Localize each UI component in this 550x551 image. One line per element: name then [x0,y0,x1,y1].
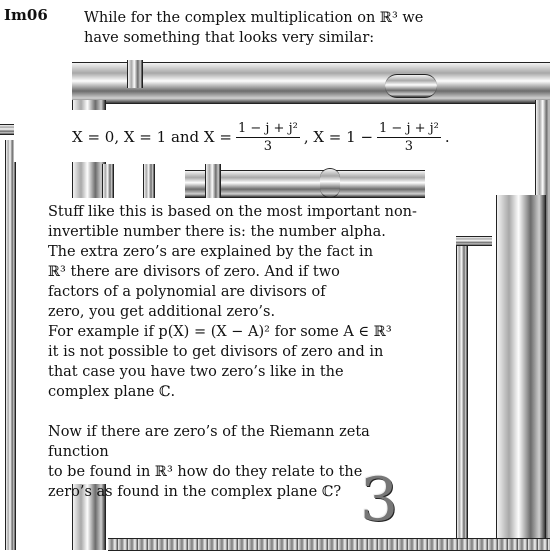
equation [72,116,450,158]
decor-chain-bottom [108,538,550,551]
body-line: Now if there are zero’s of the Riemann zeta function [48,424,370,460]
equation-part: , X = 1 − [303,128,374,146]
decor-oval-small [320,168,340,198]
slide-label: Im06 [4,6,48,24]
body-line: invertible number there is: the number alpha. [48,224,386,240]
fraction-denominator: 3 [263,138,273,154]
fraction-denominator: 3 [404,138,414,154]
body-line: zero, you get additional zero’s. [48,304,276,320]
fraction [236,120,300,155]
decor-edge-left [5,140,16,550]
fraction-numerator: 1 − j + j² [379,120,439,136]
fraction [377,120,441,155]
body-line: ℝ³ there are divisors of zero. And if two [48,264,340,280]
decor-bar-middle [185,170,425,198]
decor-three-glyph: 3 [360,465,399,535]
body-line: to be found in ℝ³ how do they relate to the [48,464,363,480]
paragraph-gap [48,402,428,422]
body-line: Stuff like this is based on the most important non- [48,204,417,220]
body-line: it is not possible to get divisors of zero and in [48,344,384,360]
equation-part: X = 0, X = 1 and X = [72,128,232,146]
intro-text [84,8,424,48]
decor-post-mid2 [143,164,155,200]
decor-tick-right [452,236,492,246]
body-line: For example if p(X) = (X − A)² for some A ∈ ℝ³ [48,324,392,340]
intro-line: have something that looks very similar: [84,30,375,46]
body-line: factors of a polynomial are divisors of [48,284,326,300]
body-line: zero’s as found in the complex plane ℂ? [48,484,342,500]
body-text [48,202,428,502]
body-line: that case you have two zero’s like in the [48,364,344,380]
decor-post-mid1 [102,164,114,200]
decor-post-right [456,240,468,550]
decor-post-mid3 [205,164,221,200]
decor-bar-top [72,62,550,104]
decor-oval [385,74,437,98]
body-line: The extra zero’s are explained by the fact in [48,244,374,260]
decor-column-right [496,195,546,540]
body-line: complex plane ℂ. [48,384,176,400]
intro-line: While for the complex multiplication on ℝ³ we [84,10,424,26]
fraction-numerator: 1 − j + j² [237,120,298,136]
equation-part: . [444,128,450,146]
